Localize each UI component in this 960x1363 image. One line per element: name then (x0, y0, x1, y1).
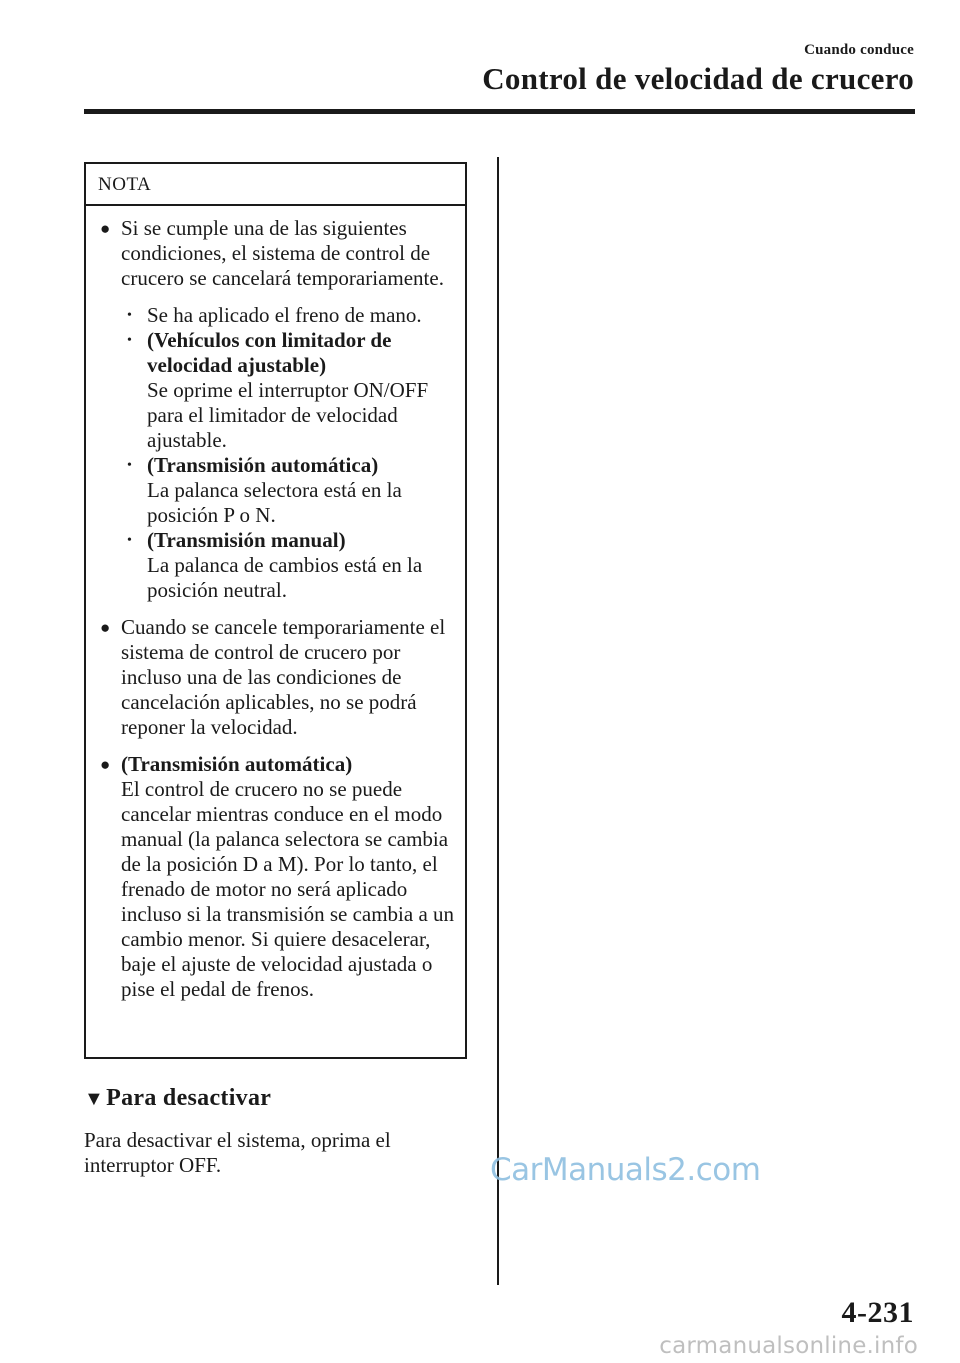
note-item (86, 216, 457, 603)
column-divider (497, 157, 499, 1285)
note-subitem-heading: (Vehículos con limitador de velocidad ajustable) (147, 328, 392, 377)
note-item-text: Cuando se cancele temporariamente el sistema de control de crucero por incluso una de las condiciones de cancelación aplicables, no se podrá reponer la velocidad. (121, 615, 446, 739)
bullet-icon: ● (100, 618, 111, 637)
bullet-icon: ● (100, 755, 111, 774)
section-label: Cuando conduce (804, 42, 914, 58)
note-item-heading: (Transmisión automática) (121, 752, 353, 776)
header-rule (84, 109, 915, 114)
note-subitem (121, 528, 457, 603)
sub-bullet-icon: • (127, 333, 132, 348)
sub-bullet-icon: • (127, 533, 132, 548)
note-body (86, 206, 465, 1002)
note-subitem (121, 453, 457, 528)
note-subitem (121, 303, 457, 328)
note-box (84, 162, 467, 1059)
watermark: CarManuals2.com (490, 1152, 761, 1188)
note-subitem-text: Se oprime el interruptor ON/OFF para el limitador de velocidad ajustable. (147, 378, 429, 452)
note-subitem-heading: (Transmisión automática) (147, 453, 379, 477)
note-subitem-heading: (Transmisión manual) (147, 528, 346, 552)
note-item-text: El control de crucero no se puede cancelar mientras conduce en el modo manual (la palanca selectora se cambia de la posición D a M). Por lo tanto, el frenado de motor no será aplicado incluso si la transmisión se cambia a un cambio menor. Si quiere desacelerar, baje el ajuste de velocidad ajustada o pise el pedal de frenos. (121, 777, 455, 1001)
section-heading-text: Para desactivar (106, 1085, 272, 1111)
bullet-icon: ● (100, 219, 111, 238)
note-subitem-text: Se ha aplicado el freno de mano. (147, 303, 422, 327)
note-item-text: Si se cumple una de las siguientes condiciones, el sistema de control de crucero se cancelará temporariamente. (121, 216, 444, 290)
note-item (86, 752, 457, 1002)
page-header (482, 42, 914, 97)
section-heading (84, 1085, 271, 1112)
note-subitem-text: La palanca de cambios está en la posición neutral. (147, 553, 423, 602)
triangle-down-icon: ▼ (84, 1088, 105, 1110)
note-label: NOTA (86, 164, 465, 206)
note-subitem (121, 328, 457, 453)
note-subitem-text: La palanca selectora está en la posición P o N. (147, 478, 402, 527)
sub-bullet-icon: • (127, 308, 132, 323)
section-paragraph: Para desactivar el sistema, oprima el interruptor OFF. (84, 1128, 391, 1177)
page-number: 4-231 (841, 1296, 914, 1329)
note-item (86, 615, 457, 740)
sub-bullet-icon: • (127, 458, 132, 473)
note-sublist (121, 303, 457, 603)
footer-site-text: carmanualsonline.info (659, 1333, 918, 1359)
page-title: Control de velocidad de crucero (482, 61, 914, 96)
